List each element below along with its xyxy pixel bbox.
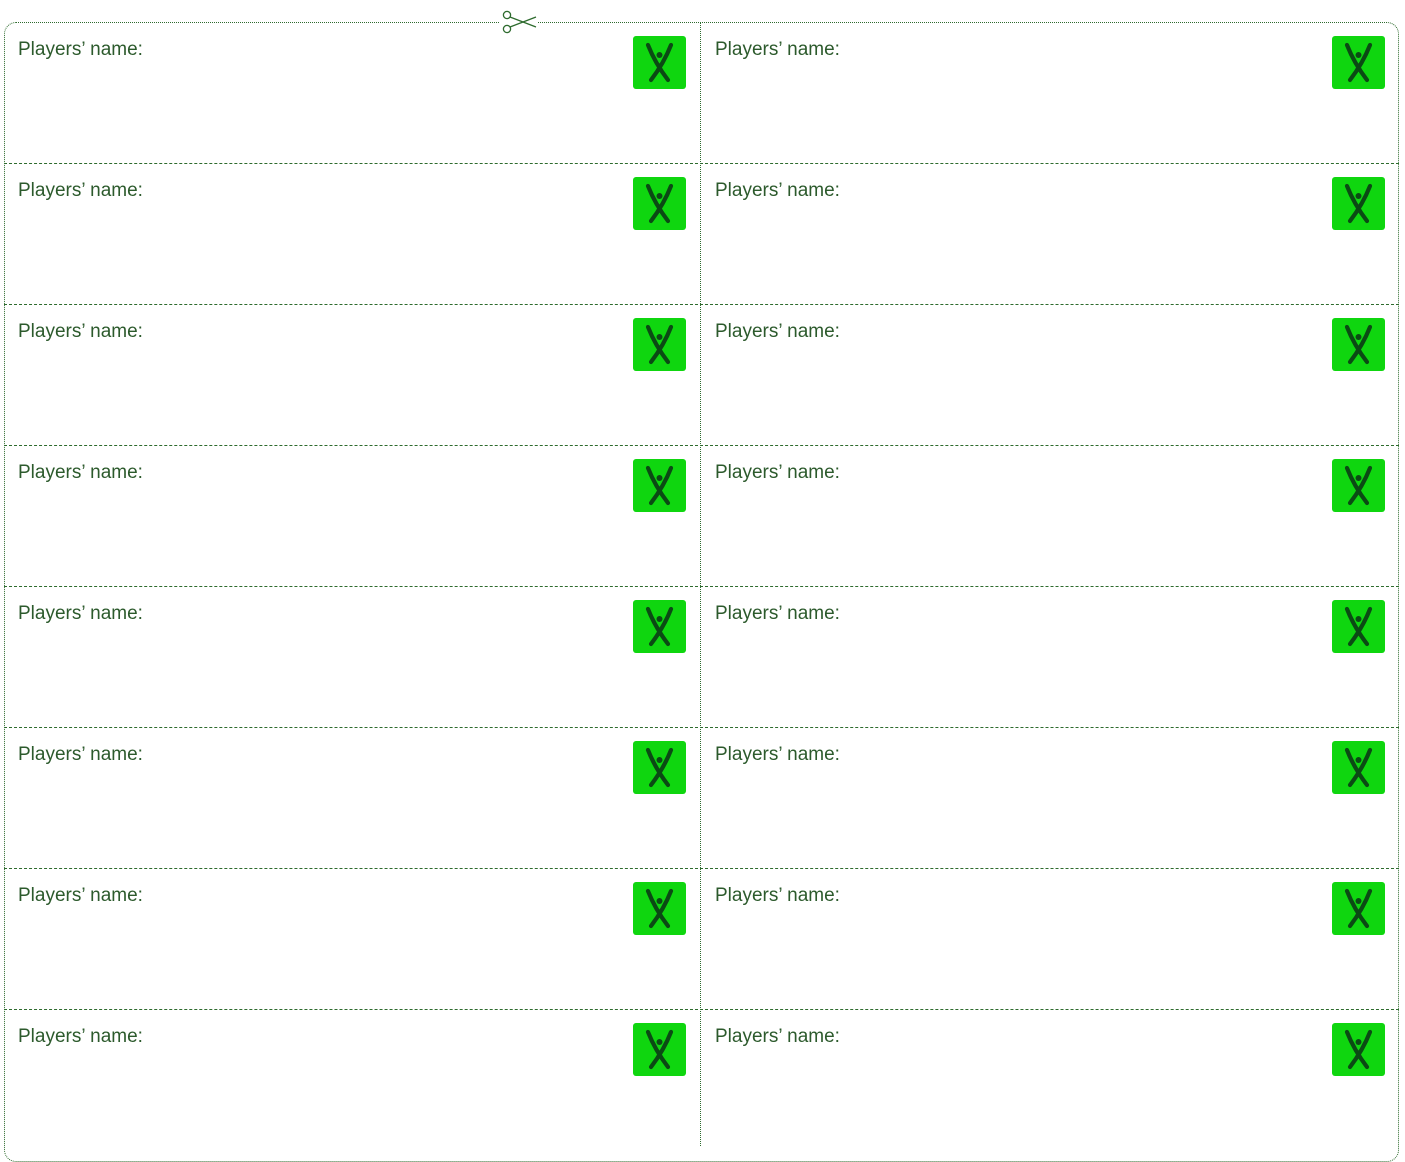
players-name-label: Players’ name: — [715, 321, 840, 342]
stick-figure-logo-icon — [1332, 882, 1385, 935]
players-name-label: Players’ name: — [18, 1026, 143, 1047]
players-name-label: Players’ name: — [18, 39, 143, 60]
stick-figure-logo-icon — [1332, 459, 1385, 512]
players-name-label: Players’ name: — [18, 462, 143, 483]
players-name-label: Players’ name: — [18, 885, 143, 906]
name-card — [4, 586, 700, 727]
name-card — [701, 22, 1399, 163]
stick-figure-logo-icon — [633, 600, 686, 653]
name-card — [701, 163, 1399, 304]
name-card — [4, 304, 700, 445]
players-name-label: Players’ name: — [18, 321, 143, 342]
stick-figure-logo-icon — [1332, 177, 1385, 230]
stick-figure-logo-icon — [633, 1023, 686, 1076]
players-name-label: Players’ name: — [715, 462, 840, 483]
name-card — [4, 727, 700, 868]
stick-figure-logo-icon — [633, 741, 686, 794]
stick-figure-logo-icon — [633, 318, 686, 371]
name-card — [701, 1009, 1399, 1150]
stick-figure-logo-icon — [633, 459, 686, 512]
stick-figure-logo-icon — [1332, 36, 1385, 89]
players-name-label: Players’ name: — [715, 744, 840, 765]
name-card — [4, 445, 700, 586]
name-card — [701, 304, 1399, 445]
stick-figure-logo-icon — [1332, 1023, 1385, 1076]
stick-figure-logo-icon — [633, 882, 686, 935]
name-card — [4, 868, 700, 1009]
name-card — [4, 163, 700, 304]
stick-figure-logo-icon — [1332, 600, 1385, 653]
name-card — [4, 22, 700, 163]
players-name-label: Players’ name: — [715, 180, 840, 201]
players-name-label: Players’ name: — [715, 1026, 840, 1047]
name-card — [701, 586, 1399, 727]
stick-figure-logo-icon — [1332, 318, 1385, 371]
players-name-label: Players’ name: — [18, 603, 143, 624]
players-name-label: Players’ name: — [715, 603, 840, 624]
name-card — [4, 1009, 700, 1150]
players-name-label: Players’ name: — [18, 180, 143, 201]
name-card — [701, 727, 1399, 868]
stick-figure-logo-icon — [1332, 741, 1385, 794]
players-name-label: Players’ name: — [715, 39, 840, 60]
players-name-label: Players’ name: — [715, 885, 840, 906]
name-card — [701, 868, 1399, 1009]
players-name-label: Players’ name: — [18, 744, 143, 765]
stick-figure-logo-icon — [633, 36, 686, 89]
stick-figure-logo-icon — [633, 177, 686, 230]
name-card — [701, 445, 1399, 586]
